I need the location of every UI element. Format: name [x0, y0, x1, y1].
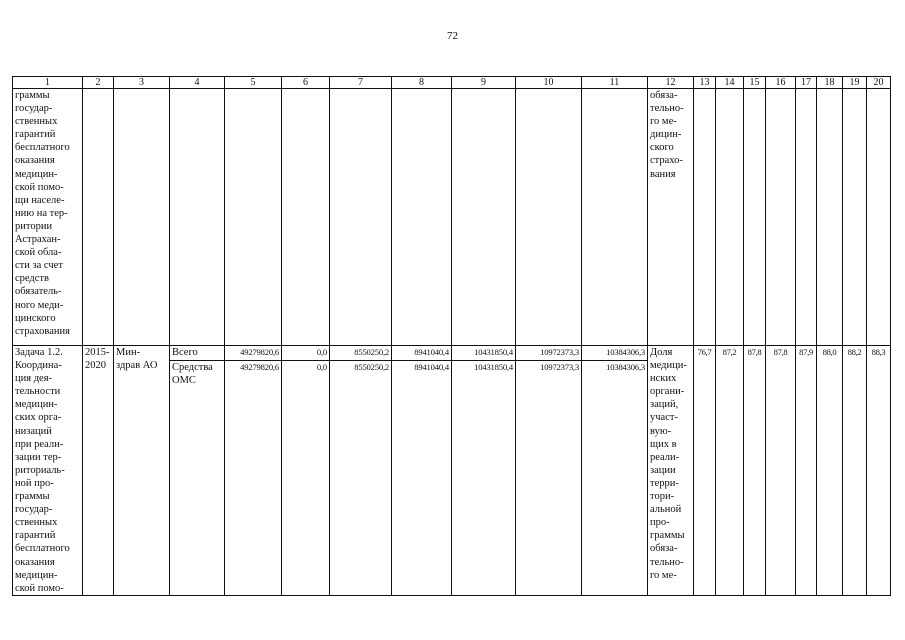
text-line: вания — [650, 168, 676, 180]
text-line: органи- — [650, 386, 685, 398]
text-line: щих в — [650, 438, 677, 450]
header-row — [13, 77, 891, 89]
text-line: ских орга- — [15, 412, 62, 424]
row1-description — [13, 89, 83, 346]
text-line: дицин- — [650, 129, 682, 141]
text-line: бесплатного — [15, 142, 70, 154]
text-line: обяза- — [650, 543, 678, 555]
header-cell: 4 — [170, 77, 225, 89]
header-cell: 20 — [867, 77, 891, 89]
funding-source-total: Всего — [170, 346, 225, 361]
amount-cell: 49279820,6 — [225, 360, 282, 595]
header-cell: 16 — [766, 77, 796, 89]
period-cell — [83, 346, 114, 596]
text-line: обяза- — [650, 90, 678, 101]
executor-cell — [114, 346, 170, 596]
row1-indicator-name — [648, 89, 694, 346]
text-line: терри- — [650, 477, 679, 489]
amount-cell: 49279820,6 — [225, 346, 282, 361]
text-line: медицин- — [15, 399, 58, 411]
header-cell: 14 — [716, 77, 744, 89]
text-line: граммы — [650, 530, 685, 542]
amount-cell: 8550250,2 — [330, 346, 392, 361]
text-line: оказания — [15, 155, 55, 167]
amount-cell: 10972373,3 — [516, 346, 582, 361]
text-line: ного меди- — [15, 299, 64, 311]
text-line: нию на тер- — [15, 207, 68, 219]
header-cell: 9 — [452, 77, 516, 89]
header-cell: 7 — [330, 77, 392, 89]
indicator-value: 88,3 — [867, 346, 891, 596]
indicator-value: 87,2 — [716, 346, 744, 596]
funding-source-oms: Средства ОМС — [170, 360, 225, 595]
text-line: реали- — [650, 451, 680, 463]
text-line: участ- — [650, 412, 678, 424]
text-line: оказания — [15, 556, 55, 568]
amount-cell: 8941040,4 — [392, 346, 452, 361]
indicator-value: 88,0 — [817, 346, 843, 596]
text-line: медицин- — [15, 168, 58, 180]
amount-cell: 8941040,4 — [392, 360, 452, 595]
text-line: ской помо- — [15, 181, 64, 193]
header-cell: 13 — [694, 77, 716, 89]
text-line: нских — [650, 373, 677, 385]
text-line: ной про- — [15, 477, 54, 489]
text-line: Задача 1.2. — [15, 347, 63, 358]
text-line: альной — [650, 504, 682, 516]
text-line: тельности — [15, 386, 61, 398]
text-line: го ме- — [650, 569, 677, 581]
amount-cell: 10431850,4 — [452, 360, 516, 595]
text-line: здрав АО — [116, 360, 158, 372]
text-line: Астрахан- — [15, 234, 61, 246]
text-line: бесплатного — [15, 543, 70, 555]
amount-cell: 10384306,3 — [582, 346, 648, 361]
indicator-name — [648, 346, 694, 596]
text-line: средств — [15, 273, 49, 285]
header-cell: 18 — [817, 77, 843, 89]
page-number: 72 — [447, 30, 458, 42]
text-line: ственных — [15, 517, 58, 529]
indicator-value: 87,8 — [744, 346, 766, 596]
text-line: ственных — [15, 116, 58, 128]
text-line: риториаль- — [15, 464, 65, 476]
text-line: зации тер- — [15, 451, 62, 463]
header-cell: 10 — [516, 77, 582, 89]
text-line: 2015- — [85, 347, 110, 358]
text-line: зации — [650, 464, 676, 476]
indicator-value: 87,9 — [796, 346, 817, 596]
text-line: граммы — [15, 491, 50, 503]
text-line: государ- — [15, 504, 53, 516]
amount-cell: 8550250,2 — [330, 360, 392, 595]
text-line: медицин- — [15, 569, 58, 581]
text-line: государ- — [15, 103, 53, 115]
text-line: тори- — [650, 491, 675, 503]
header-cell: 19 — [843, 77, 867, 89]
table-row — [13, 89, 891, 346]
text-line: гарантий — [15, 530, 56, 542]
text-line: ритории — [15, 220, 53, 232]
text-line: заций, — [650, 399, 679, 411]
indicator-value: 87,8 — [766, 346, 796, 596]
text-line: страхования — [15, 325, 70, 337]
task-description — [13, 346, 83, 596]
text-line: ция дея- — [15, 373, 53, 385]
amount-cell: 10384306,3 — [582, 360, 648, 595]
text-line: щи населе- — [15, 194, 65, 206]
text-line: тельно- — [650, 103, 684, 115]
text-line: страхо- — [650, 155, 683, 167]
text-line: 2020 — [85, 360, 106, 372]
indicator-value: 88,2 — [843, 346, 867, 596]
amount-cell: 10972373,3 — [516, 360, 582, 595]
text-line: граммы — [15, 90, 50, 101]
header-cell: 11 — [582, 77, 648, 89]
header-cell: 6 — [282, 77, 330, 89]
amount-cell: 10431850,4 — [452, 346, 516, 361]
header-cell: 2 — [83, 77, 114, 89]
budget-table — [12, 76, 891, 596]
table-row — [13, 346, 891, 361]
header-cell: 17 — [796, 77, 817, 89]
text-line: Доля — [650, 347, 673, 358]
text-line: сти за счет — [15, 260, 63, 272]
header-cell: 15 — [744, 77, 766, 89]
text-line: Мин- — [116, 347, 141, 358]
text-line: ской помо- — [15, 582, 64, 594]
header-cell: 1 — [13, 77, 83, 89]
text-line: вую- — [650, 425, 672, 437]
text-line: Координа- — [15, 360, 62, 372]
text-line: обязатель- — [15, 286, 62, 298]
text-line: про- — [650, 517, 670, 529]
header-cell: 3 — [114, 77, 170, 89]
text-line: гарантий — [15, 129, 56, 141]
text-line: тельно- — [650, 556, 684, 568]
text-line: цинского — [15, 312, 56, 324]
text-line: го ме- — [650, 116, 677, 128]
text-line: ского — [650, 142, 674, 154]
header-cell: 8 — [392, 77, 452, 89]
text-line: низаций — [15, 425, 52, 437]
amount-cell: 0,0 — [282, 346, 330, 361]
text-line: при реали- — [15, 438, 64, 450]
amount-cell: 0,0 — [282, 360, 330, 595]
header-cell: 12 — [648, 77, 694, 89]
indicator-value: 76,7 — [694, 346, 716, 596]
text-line: ской обла- — [15, 247, 62, 259]
text-line: медици- — [650, 360, 687, 372]
header-cell: 5 — [225, 77, 282, 89]
